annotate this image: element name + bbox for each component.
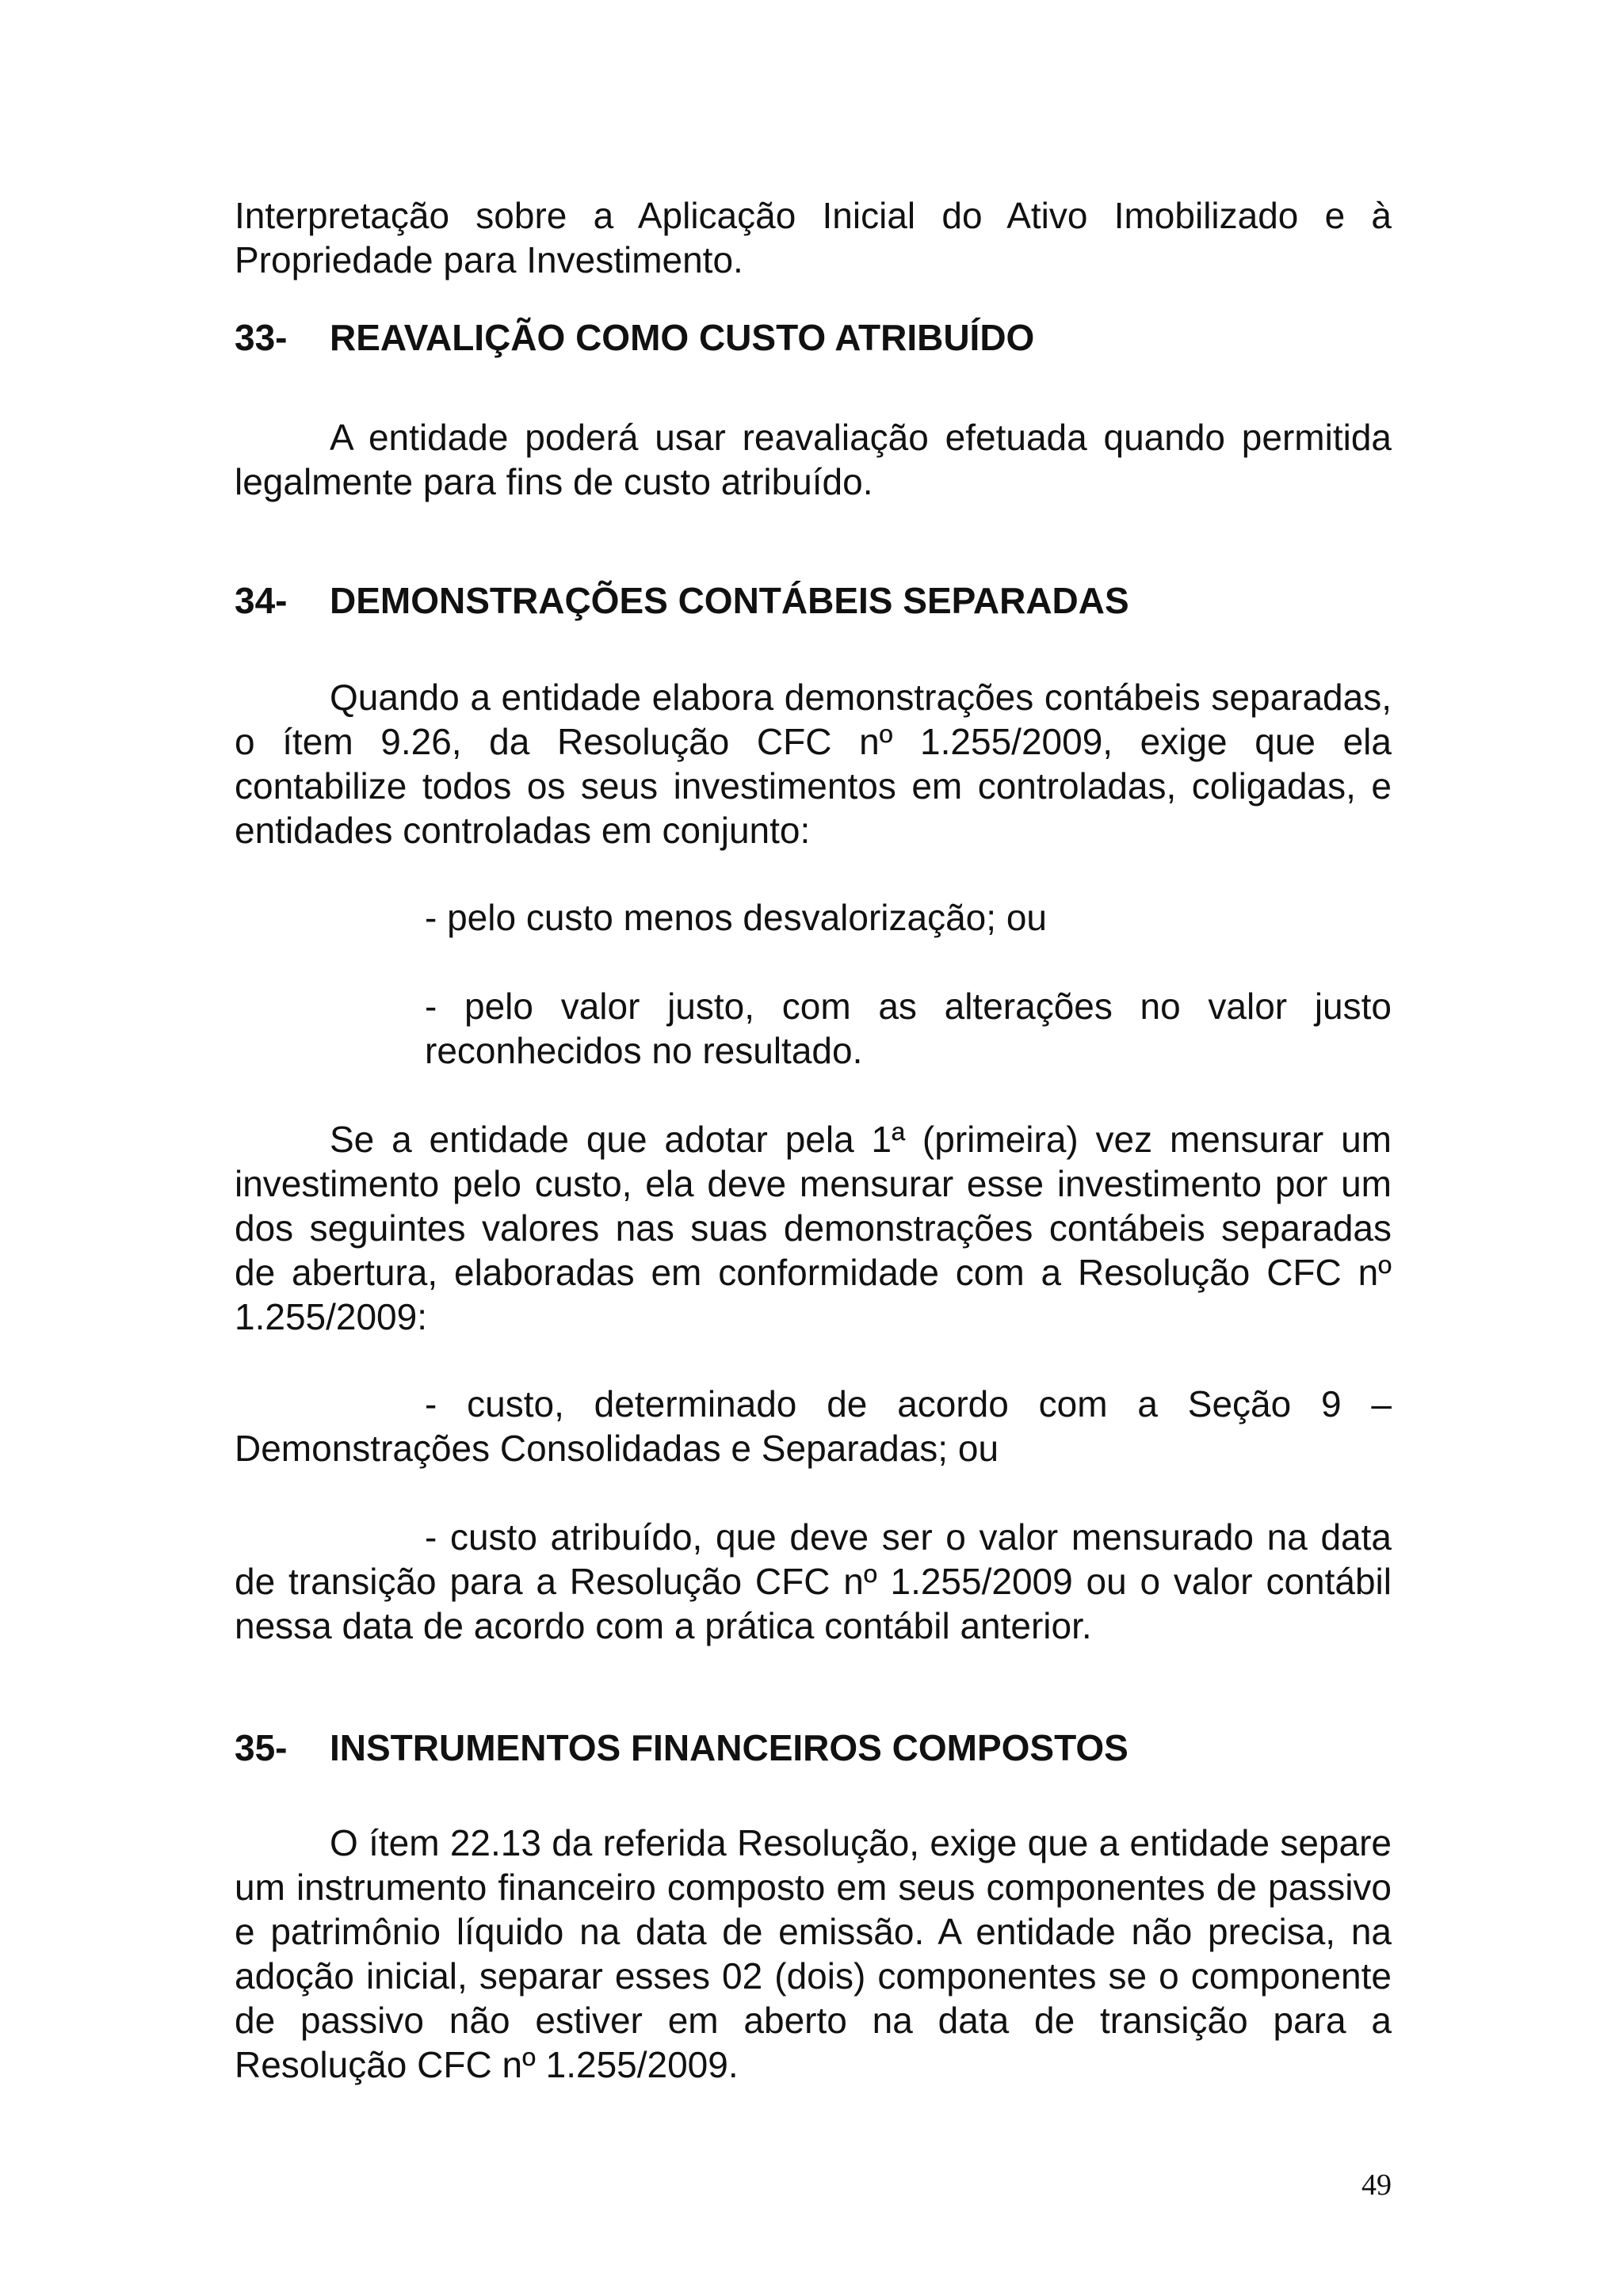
intro-paragraph: Interpretação sobre a Aplicação Inicial do Ativo Imobilizado e à Propriedade para Investimento. [235,195,1392,280]
section-33-paragraph: A entidade poderá usar reavaliação efetuada quando permitida legalmente para fins de custo atribuído. [235,417,1392,502]
section-34-bullet-2: - pelo valor justo, com as alterações no valor justo reconhecidos no resultado. [425,986,1392,1071]
section-34-bullet-1: - pelo custo menos desvalorização; ou [425,897,1047,938]
section-35-heading [235,1726,1392,1770]
section-33-number: 33- [235,317,288,358]
section-33-heading [235,315,1392,360]
section-35-number: 35- [235,1727,288,1768]
section-35-title: INSTRUMENTOS FINANCEIROS COMPOSTOS [330,1727,1128,1768]
section-34-paragraph-1: Quando a entidade elabora demonstrações contábeis separadas, o ítem 9.26, da Resolução CFC nº 1.255/2009, exige que ela contabilize todos os seus investimentos em controladas, coligadas, e entidades controladas em conjunto: [235,677,1392,851]
section-33-title: REAVALIÇÃO COMO CUSTO ATRIBUÍDO [330,317,1035,358]
section-34-number: 34- [235,580,288,621]
section-34-bullet-4: - custo atribuído, que deve ser o valor mensurado na data de transição para a Resolução CFC nº 1.255/2009 ou o valor contábil nessa data de acordo com a prática contábil anterior. [235,1516,1392,1646]
page-number: 49 [1361,2168,1392,2202]
section-34-bullet-3: - custo, determinado de acordo com a Seção 9 – Demonstrações Consolidadas e Separadas; ou [235,1383,1392,1469]
section-34-title: DEMONSTRAÇÕES CONTÁBEIS SEPARADAS [330,580,1129,621]
section-34-heading [235,578,1392,623]
section-34-paragraph-2: Se a entidade que adotar pela 1ª (primeira) vez mensurar um investimento pelo custo, ela deve mensurar esse investimento por um dos seguintes valores nas suas demonstrações contábeis separadas de abertura, elaboradas em conformidade com a Resolução CFC nº 1.255/2009: [235,1119,1392,1337]
section-35-paragraph: O ítem 22.13 da referida Resolução, exige que a entidade separe um instrumento financeiro composto em seus componentes de passivo e patrimônio líquido na data de emissão. A entidade não precisa, na adoção inicial, separar esses 02 (dois) componentes se o componente de passivo não estiver em aberto na data de transição para a Resolução CFC nº 1.255/2009. [235,1822,1392,2085]
